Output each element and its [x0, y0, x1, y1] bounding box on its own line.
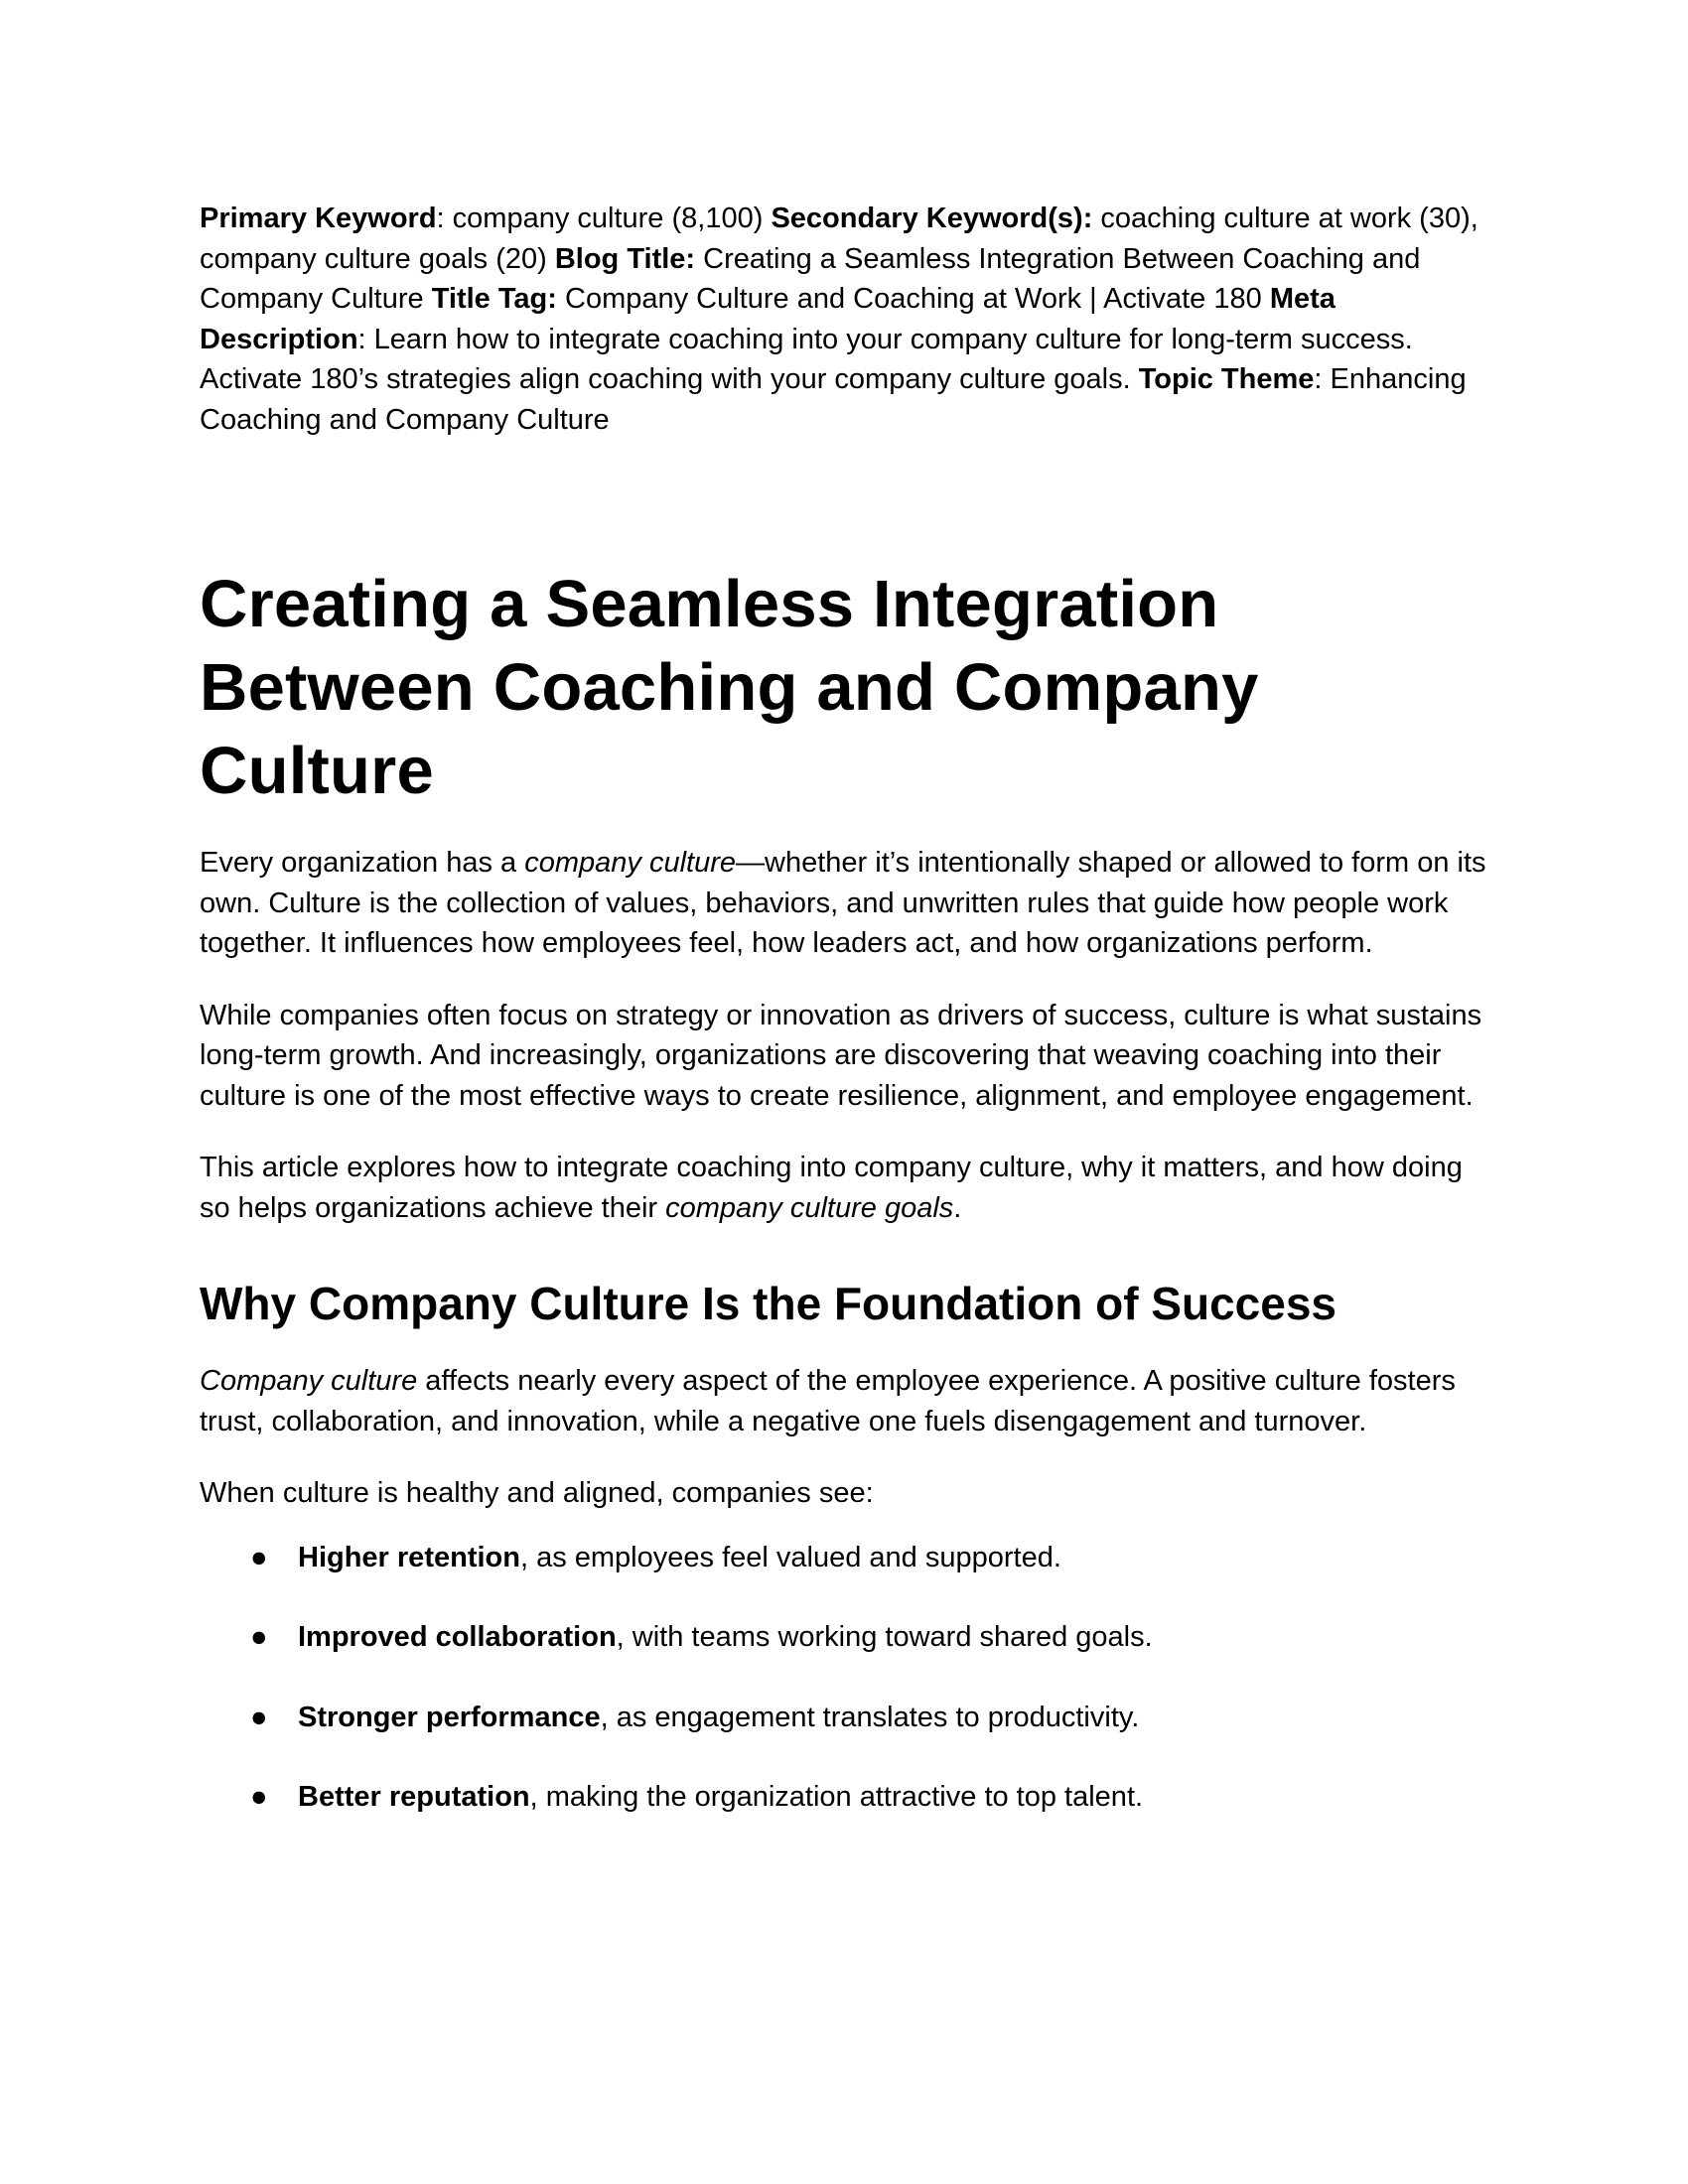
benefits-list — [200, 1538, 1490, 1818]
secondary-keywords-value: coaching culture at work (30), company culture goals (20) — [200, 203, 1478, 275]
blog-title-value: Creating a Seamless Integration Between Coaching and Company Culture — [200, 242, 1421, 315]
list-item-text: , as engagement translates to productivity. — [600, 1701, 1140, 1733]
title-tag-label: Title Tag: — [431, 283, 557, 315]
bullet-icon: ● — [250, 1701, 268, 1733]
section-p1-italic: Company culture — [200, 1365, 418, 1397]
bullet-icon: ● — [250, 1541, 268, 1573]
section-heading: Why Company Culture Is the Foundation of Success — [200, 1278, 1336, 1329]
primary-keyword-label: Primary Keyword — [200, 203, 437, 234]
intro-p3-italic: company culture goals — [665, 1191, 954, 1224]
primary-keyword-value: : company culture (8,100) — [436, 203, 772, 234]
section-p1-after: affects nearly every aspect of the employee experience. A positive culture fosters trust, collaboration, and innovation, while a negative one fuels disengagement and turnover. — [200, 1365, 1456, 1437]
list-item — [200, 1617, 1490, 1658]
seo-meta-block — [200, 199, 1490, 440]
secondary-keywords-label: Secondary Keyword(s): — [771, 203, 1093, 234]
intro-paragraph-3 — [200, 1148, 1490, 1228]
article-title: Creating a Seamless Integration Between Coaching and Company Culture — [200, 567, 1259, 808]
list-item-bold: Improved collaboration — [298, 1621, 617, 1653]
blog-title-label: Blog Title: — [554, 242, 696, 275]
bullet-icon: ● — [250, 1781, 268, 1813]
section-paragraph-1 — [200, 1361, 1490, 1441]
list-item-text: , as employees feel valued and supported. — [519, 1541, 1061, 1573]
list-item-bold: Stronger performance — [298, 1701, 601, 1733]
intro-paragraph-2: While companies often focus on strategy or innovation as drivers of success, culture is what sustains long-term growth. And increasingly, organizations are discovering that weaving coaching into their culture is one of the most effective ways to create resilience, alignment, and employee engagement. — [200, 999, 1482, 1112]
meta-description-label: Meta Description — [200, 283, 1336, 355]
topic-theme-label: Topic Theme — [1138, 363, 1315, 395]
intro-p1-before: Every organization has a — [200, 847, 525, 879]
document-content — [200, 199, 1490, 1857]
list-item — [200, 1698, 1490, 1738]
intro-p1-italic: company culture — [524, 847, 737, 879]
topic-theme-value: : Enhancing Coaching and Company Culture — [200, 363, 1467, 436]
section-paragraph-2: When culture is healthy and aligned, companies see: — [200, 1477, 874, 1509]
list-item — [200, 1538, 1490, 1578]
title-tag-value: Company Culture and Coaching at Work | Activate 180 — [556, 283, 1270, 315]
list-item-text: , making the organization attractive to top talent. — [529, 1781, 1144, 1813]
intro-p3-before: This article explores how to integrate coaching into company culture, why it matters, and how doing so helps organizations achieve their — [200, 1152, 1463, 1224]
bullet-icon: ● — [250, 1621, 268, 1653]
meta-description-value: : Learn how to integrate coaching into your company culture for long-term success. Activate 180’s strategies align coaching with your company culture goals. — [200, 323, 1413, 395]
list-item — [200, 1777, 1490, 1818]
intro-p1-after: —whether it’s intentionally shaped or allowed to form on its own. Culture is the collection of values, behaviors, and unwritten rules that guide how people work together. It influences how employees feel, how leaders act, and how organizations perform. — [200, 847, 1486, 959]
list-item-bold: Higher retention — [298, 1541, 520, 1573]
intro-paragraph-1 — [200, 843, 1490, 964]
intro-p3-after: . — [953, 1191, 962, 1224]
list-item-bold: Better reputation — [298, 1781, 530, 1813]
list-item-text: , with teams working toward shared goals. — [616, 1621, 1153, 1653]
